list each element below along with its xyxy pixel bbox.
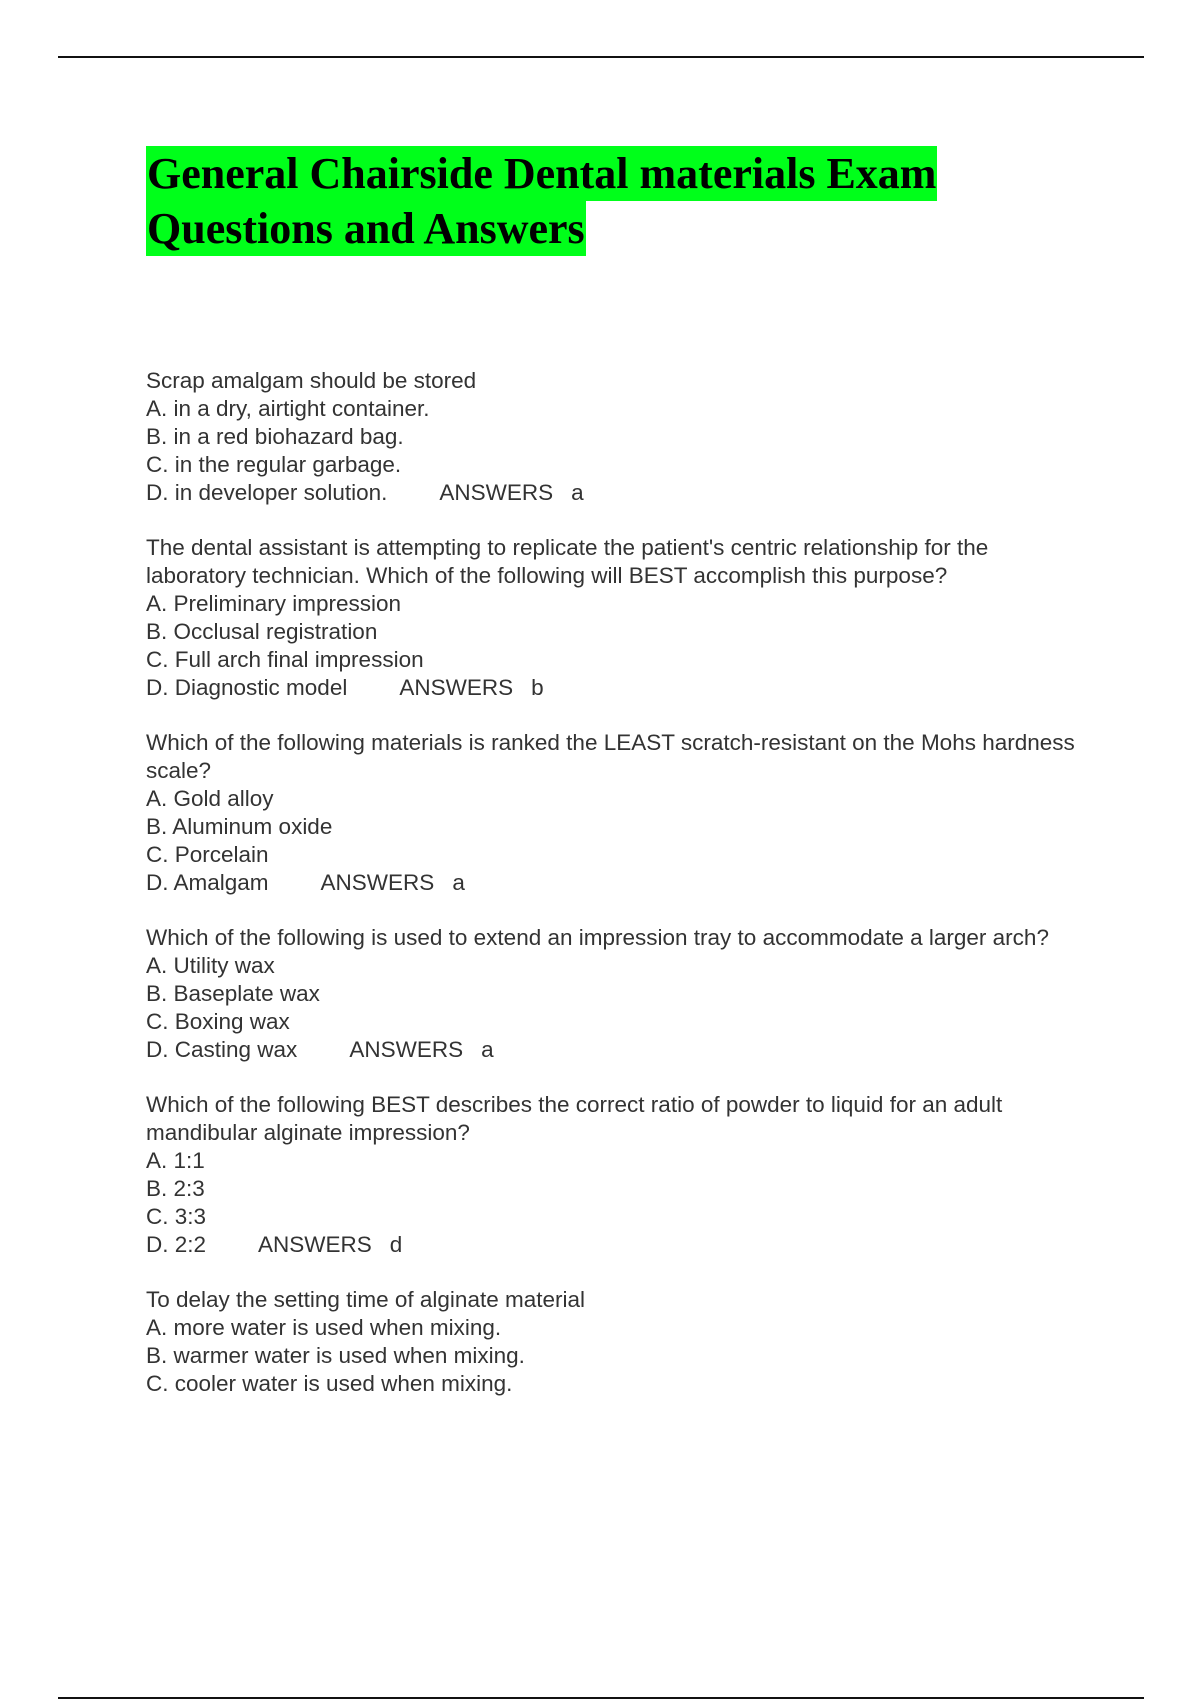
answer-option [146,646,1076,674]
answer-option [146,1203,1076,1231]
answer-option [146,674,1076,702]
option-text: C. Full arch final impression [146,647,424,672]
answer-option [146,1370,1076,1398]
document-title [146,146,1066,256]
answer-option [146,1342,1076,1370]
answer-option [146,1008,1076,1036]
option-text: C. 3:3 [146,1204,207,1229]
answer-option [146,1314,1076,1342]
question-block [146,1091,1076,1259]
answer-option [146,952,1076,980]
option-text: A. Utility wax [146,953,275,978]
option-text: D. Amalgam [146,870,269,895]
answer-option [146,395,1076,423]
option-text: A. Gold alloy [146,786,274,811]
top-rule [58,56,1144,58]
title-line-2: Questions and Answers [146,201,586,256]
option-text: A. 1:1 [146,1148,205,1173]
answer-label: ANSWERS [349,1037,464,1062]
answer-label: ANSWERS [258,1232,372,1257]
option-text: C. Porcelain [146,842,269,867]
option-text: C. cooler water is used when mixing. [146,1371,513,1396]
answer-option [146,590,1076,618]
answer-value: a [452,870,465,895]
answer-option [146,813,1076,841]
answer-value: b [531,675,544,700]
question-block [146,367,1076,507]
option-text: B. warmer water is used when mixing. [146,1343,525,1368]
question-block [146,729,1076,897]
question-text: Which of the following materials is ranked the LEAST scratch-resistant on the Mohs hardness scale? [146,730,1075,783]
answer-label: ANSWERS [399,675,514,700]
option-text: C. Boxing wax [146,1009,290,1034]
question-text: Scrap amalgam should be stored [146,368,477,393]
question-text: Which of the following is used to extend an impression tray to accommodate a larger arch? [146,925,1049,950]
answer-option [146,479,1076,507]
answer-option [146,1147,1076,1175]
option-text: C. in the regular garbage. [146,452,402,477]
answer-label: ANSWERS [320,870,435,895]
answer-option [146,1231,1076,1259]
option-text: B. Baseplate wax [146,981,320,1006]
option-text: B. Aluminum oxide [146,814,333,839]
answer-option [146,980,1076,1008]
answer-option [146,1175,1076,1203]
answer-option [146,618,1076,646]
bottom-rule [58,1697,1144,1699]
question-text: The dental assistant is attempting to replicate the patient's centric relationship for the laboratory technician. Which of the following will BEST accomplish this purpose? [146,535,989,588]
question-block [146,534,1076,702]
answer-label: ANSWERS [439,480,554,505]
answer-value: a [571,480,584,505]
answer-option [146,451,1076,479]
option-text: A. in a dry, airtight container. [146,396,430,421]
option-text: A. Preliminary impression [146,591,402,616]
title-line-1: General Chairside Dental materials Exam [146,146,937,201]
question-block [146,924,1076,1064]
option-text: D. Diagnostic model [146,675,348,700]
option-text: B. Occlusal registration [146,619,378,644]
option-text: B. 2:3 [146,1176,205,1201]
answer-option [146,423,1076,451]
question-text: To delay the setting time of alginate material [146,1287,585,1312]
answer-value: a [481,1037,494,1062]
question-block [146,1286,1076,1398]
question-list [146,367,1076,1425]
answer-option [146,869,1076,897]
option-text: B. in a red biohazard bag. [146,424,404,449]
answer-value: d [389,1232,403,1257]
option-text: A. more water is used when mixing. [146,1315,502,1340]
option-text: D. in developer solution. [146,480,388,505]
option-text: D. 2:2 [146,1232,207,1257]
answer-option [146,1036,1076,1064]
answer-option [146,841,1076,869]
answer-option [146,785,1076,813]
option-text: D. Casting wax [146,1037,298,1062]
question-text: Which of the following BEST describes the correct ratio of powder to liquid for an adult mandibular alginate impression? [146,1092,1003,1145]
